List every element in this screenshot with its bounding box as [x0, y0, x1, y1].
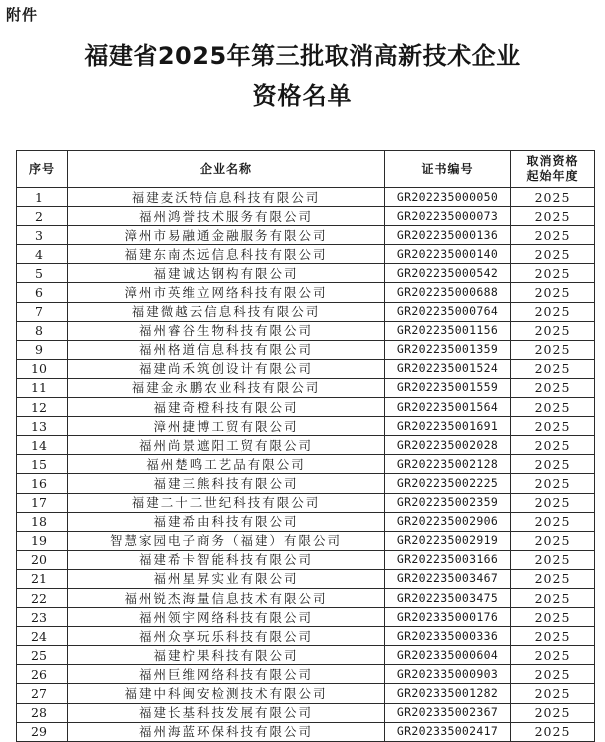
cell-index: 3	[17, 226, 68, 245]
cell-company-name: 福州星昇实业有限公司	[68, 569, 385, 588]
cell-index: 14	[17, 436, 68, 455]
cell-company-name: 福建柠果科技有限公司	[68, 646, 385, 665]
cell-index: 8	[17, 321, 68, 340]
cell-certificate-number: GR202235002225	[385, 474, 511, 493]
cell-company-name: 福州锐杰海量信息技术有限公司	[68, 588, 385, 607]
header-index: 序号	[17, 151, 68, 188]
cell-revocation-year: 2025	[511, 684, 595, 703]
cell-index: 27	[17, 684, 68, 703]
cell-certificate-number: GR202235001359	[385, 340, 511, 359]
cell-company-name: 福建长基科技发展有限公司	[68, 703, 385, 722]
cell-revocation-year: 2025	[511, 264, 595, 283]
cell-revocation-year: 2025	[511, 283, 595, 302]
cell-revocation-year: 2025	[511, 226, 595, 245]
cell-company-name: 福建尚禾筑创设计有限公司	[68, 359, 385, 378]
cell-revocation-year: 2025	[511, 493, 595, 512]
cell-revocation-year: 2025	[511, 531, 595, 550]
cell-index: 12	[17, 398, 68, 417]
table-row	[17, 646, 595, 665]
cell-certificate-number: GR202235000688	[385, 283, 511, 302]
cell-revocation-year: 2025	[511, 569, 595, 588]
cell-company-name: 福州鸿誉技术服务有限公司	[68, 207, 385, 226]
cell-index: 6	[17, 283, 68, 302]
cell-certificate-number: GR202235002359	[385, 493, 511, 512]
cell-certificate-number: GR202335002417	[385, 722, 511, 741]
header-revocation-year-line-1: 取消资格	[526, 154, 579, 168]
header-revocation-year	[511, 151, 595, 188]
cell-certificate-number: GR202235000050	[385, 188, 511, 207]
cell-index: 11	[17, 378, 68, 397]
cell-company-name: 福州巨维网络科技有限公司	[68, 665, 385, 684]
table-header	[17, 151, 595, 188]
cell-revocation-year: 2025	[511, 608, 595, 627]
table-row	[17, 207, 595, 226]
page-title-line-2: 资格名单	[252, 82, 353, 110]
cell-company-name: 漳州市易融通金融服务有限公司	[68, 226, 385, 245]
cell-certificate-number: GR202335000176	[385, 608, 511, 627]
table-row	[17, 665, 595, 684]
cell-company-name: 福建金永鹏农业科技有限公司	[68, 378, 385, 397]
cell-certificate-number: GR202335001282	[385, 684, 511, 703]
table-row	[17, 474, 595, 493]
table-row	[17, 302, 595, 321]
table-row	[17, 512, 595, 531]
cell-revocation-year: 2025	[511, 436, 595, 455]
cell-company-name: 福州格道信息科技有限公司	[68, 340, 385, 359]
cell-certificate-number: GR202235003475	[385, 588, 511, 607]
table-body	[17, 188, 595, 742]
cell-revocation-year: 2025	[511, 188, 595, 207]
table-row	[17, 188, 595, 207]
table-row	[17, 608, 595, 627]
cell-revocation-year: 2025	[511, 588, 595, 607]
cell-index: 29	[17, 722, 68, 741]
cell-company-name: 福建二十二世纪科技有限公司	[68, 493, 385, 512]
cell-certificate-number: GR202235003166	[385, 550, 511, 569]
cell-certificate-number: GR202235000140	[385, 245, 511, 264]
cell-certificate-number: GR202235000542	[385, 264, 511, 283]
table-row	[17, 378, 595, 397]
cell-index: 13	[17, 417, 68, 436]
cell-company-name: 福建东南杰远信息科技有限公司	[68, 245, 385, 264]
cell-index: 7	[17, 302, 68, 321]
header-revocation-year-line-2: 起始年度	[526, 169, 579, 183]
cell-index: 17	[17, 493, 68, 512]
cell-certificate-number: GR202235001564	[385, 398, 511, 417]
table-row	[17, 264, 595, 283]
cell-company-name: 福州睿谷生物科技有限公司	[68, 321, 385, 340]
cell-revocation-year: 2025	[511, 359, 595, 378]
cell-company-name: 智慧家园电子商务（福建）有限公司	[68, 531, 385, 550]
cell-company-name: 福州楚鸣工艺品有限公司	[68, 455, 385, 474]
cell-company-name: 福建希由科技有限公司	[68, 512, 385, 531]
cell-index: 18	[17, 512, 68, 531]
table-row	[17, 588, 595, 607]
cell-revocation-year: 2025	[511, 207, 595, 226]
table-row	[17, 684, 595, 703]
cell-company-name: 福建诚达钢构有限公司	[68, 264, 385, 283]
cell-certificate-number: GR202235001156	[385, 321, 511, 340]
cell-revocation-year: 2025	[511, 665, 595, 684]
attachment-label: 附件	[6, 6, 39, 24]
cell-certificate-number: GR202235000136	[385, 226, 511, 245]
table-row	[17, 627, 595, 646]
cell-revocation-year: 2025	[511, 703, 595, 722]
table-row	[17, 436, 595, 455]
table-row	[17, 550, 595, 569]
cell-company-name: 福建微越云信息科技有限公司	[68, 302, 385, 321]
cell-certificate-number: GR202235002919	[385, 531, 511, 550]
cell-certificate-number: GR202235002028	[385, 436, 511, 455]
cell-certificate-number: GR202335000604	[385, 646, 511, 665]
cell-revocation-year: 2025	[511, 245, 595, 264]
cell-index: 4	[17, 245, 68, 264]
cell-index: 22	[17, 588, 68, 607]
cell-index: 20	[17, 550, 68, 569]
table-row	[17, 359, 595, 378]
cell-revocation-year: 2025	[511, 474, 595, 493]
cell-company-name: 福州海蓝环保科技有限公司	[68, 722, 385, 741]
table-row	[17, 417, 595, 436]
cell-revocation-year: 2025	[511, 417, 595, 436]
table-row	[17, 455, 595, 474]
cell-index: 15	[17, 455, 68, 474]
cell-certificate-number: GR202335000336	[385, 627, 511, 646]
cell-revocation-year: 2025	[511, 646, 595, 665]
cell-index: 28	[17, 703, 68, 722]
cell-company-name: 漳州捷博工贸有限公司	[68, 417, 385, 436]
table-row	[17, 493, 595, 512]
cell-revocation-year: 2025	[511, 398, 595, 417]
cell-certificate-number: GR202235002906	[385, 512, 511, 531]
cell-index: 1	[17, 188, 68, 207]
cell-index: 19	[17, 531, 68, 550]
table-row	[17, 321, 595, 340]
header-certificate-number: 证书编号	[385, 151, 511, 188]
cell-company-name: 福州众享玩乐科技有限公司	[68, 627, 385, 646]
cell-certificate-number: GR202335002367	[385, 703, 511, 722]
cell-index: 5	[17, 264, 68, 283]
cell-revocation-year: 2025	[511, 722, 595, 741]
table-header-row	[17, 151, 595, 188]
cell-index: 25	[17, 646, 68, 665]
table-row	[17, 703, 595, 722]
table-row	[17, 245, 595, 264]
table-row	[17, 569, 595, 588]
cell-index: 10	[17, 359, 68, 378]
cell-index: 21	[17, 569, 68, 588]
cell-certificate-number: GR202235000073	[385, 207, 511, 226]
cell-revocation-year: 2025	[511, 302, 595, 321]
cell-company-name: 漳州市英维立网络科技有限公司	[68, 283, 385, 302]
header-company-name: 企业名称	[68, 151, 385, 188]
cell-certificate-number: GR202235001559	[385, 378, 511, 397]
cell-index: 24	[17, 627, 68, 646]
cell-revocation-year: 2025	[511, 550, 595, 569]
cell-revocation-year: 2025	[511, 512, 595, 531]
cell-revocation-year: 2025	[511, 378, 595, 397]
table-row	[17, 398, 595, 417]
cell-company-name: 福建希卡智能科技有限公司	[68, 550, 385, 569]
cell-certificate-number: GR202335000903	[385, 665, 511, 684]
cell-company-name: 福建三熊科技有限公司	[68, 474, 385, 493]
cell-company-name: 福州尚景遮阳工贸有限公司	[68, 436, 385, 455]
cell-certificate-number: GR202235000764	[385, 302, 511, 321]
cell-company-name: 福建中科闽安检测技术有限公司	[68, 684, 385, 703]
table-row	[17, 722, 595, 741]
cell-company-name: 福建麦沃特信息科技有限公司	[68, 188, 385, 207]
cell-index: 23	[17, 608, 68, 627]
cell-certificate-number: GR202235001691	[385, 417, 511, 436]
cell-revocation-year: 2025	[511, 627, 595, 646]
table-row	[17, 340, 595, 359]
cell-certificate-number: GR202235001524	[385, 359, 511, 378]
cell-certificate-number: GR202235003467	[385, 569, 511, 588]
revoked-enterprise-table	[16, 150, 595, 742]
cell-revocation-year: 2025	[511, 321, 595, 340]
page-title-line-1: 福建省2025年第三批取消高新技术企业	[84, 42, 521, 70]
cell-company-name: 福州领宇网络科技有限公司	[68, 608, 385, 627]
cell-index: 16	[17, 474, 68, 493]
cell-certificate-number: GR202235002128	[385, 455, 511, 474]
cell-index: 26	[17, 665, 68, 684]
cell-index: 9	[17, 340, 68, 359]
table-row	[17, 531, 595, 550]
table-row	[17, 226, 595, 245]
cell-revocation-year: 2025	[511, 340, 595, 359]
cell-index: 2	[17, 207, 68, 226]
table-row	[17, 283, 595, 302]
cell-revocation-year: 2025	[511, 455, 595, 474]
cell-company-name: 福建奇橙科技有限公司	[68, 398, 385, 417]
